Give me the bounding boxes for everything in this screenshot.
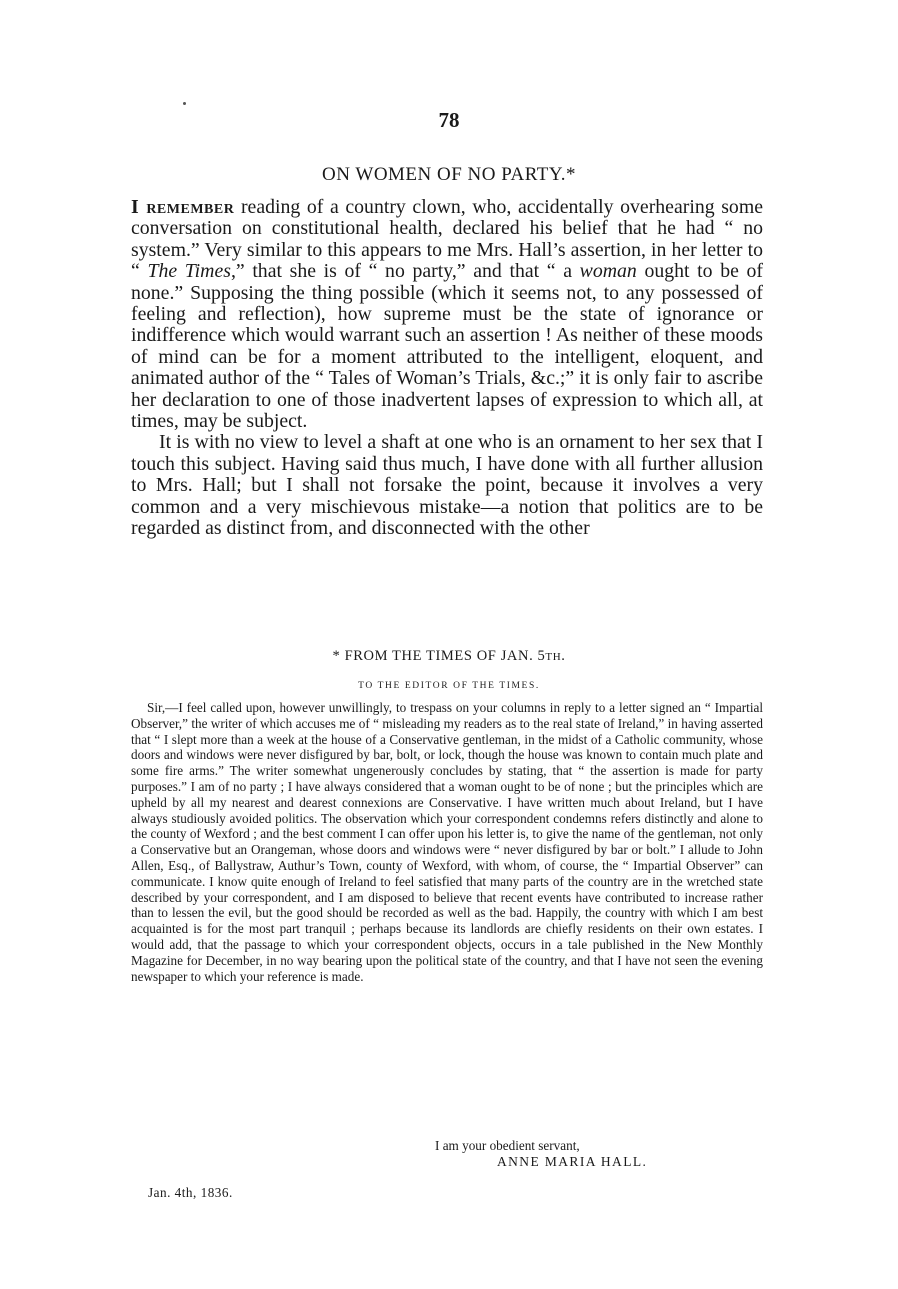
closing-line: I am your obedient servant, [435, 1138, 580, 1153]
times-title: The Times [147, 260, 231, 283]
letter-closing [435, 1138, 647, 1169]
footnote-heading-text: * FROM THE TIMES OF JAN. 5 [332, 648, 546, 664]
ink-speck [183, 102, 186, 105]
paragraph-1 [131, 197, 763, 432]
woman-emphasis: woman [579, 260, 637, 283]
signature: ANNE MARIA HALL. [497, 1153, 648, 1169]
article-body [131, 197, 763, 540]
to-editor-line: TO THE EDITOR OF THE TIMES. [358, 681, 540, 691]
paragraph-1-text: ,” that she is of “ no party,” and that “ a [230, 260, 580, 283]
letter-body [131, 700, 763, 984]
footnote-heading [0, 648, 898, 665]
opening-words: I remember [131, 196, 235, 218]
footnote-heading-suffix: TH [545, 651, 562, 663]
letter-paragraph: Sir,—I feel called upon, however unwillingly, to trespass on your columns in reply to a letter signed an “ Impartial Observer,” the writer of which accuses me of “ misleading my readers as to the real state of Ireland,” in having asserted that “ I slept more than a week at the house of a Conservative gentleman, in the midst of a Catholic community, whose doors and windows were never disfigured by bar, bolt, or lock, though the house was known to contain much plate and some fire arms.” The writer somewhat ungenerously concludes by stating, that “ the assertion is made for party purposes.” I am of no party ; I have always considered that a woman ought to be of none ; but the principles which are upheld by all my nearest and dearest connexions are Conservative. I have written much about Ireland, but I have always studiously avoided politics. The observation which your correspondent condemns refers distinctly and alone to the county of Wexford ; and the best comment I can offer upon his letter is, to give the name of the gentleman, not only a Conservative but an Orangeman, whose doors and windows were “ never disfigured by bar or bolt.” I allude to John Allen, Esq., of Ballystraw, Authur’s Town, county of Wexford, with whom, of course, the “ Impartial Observer” can communicate. I know quite enough of Ireland to feel satisfied that many parts of the country are in the wretched state described by your correspondent, and I am disposed to believe that recent events have contributed to increase rather than to lessen the evil, but the good should be recorded as well as the bad. Happily, the country with which I am best acquainted is for the most part tranquil ; perhaps because its landlords are chiefly residents on their own estates. I would add, that the passage to which your correspondent objects, occurs in a tale published in the New Monthly Magazine for December, in no way bearing upon the political state of the country, and that I have not seen the evening newspaper to which your reference is made. [131, 700, 763, 984]
paragraph-1-text: ought to be of none.” Supposing the thing possible (which it seems not, to any possessed of feeling and reflection), how supreme must be the state of ignorance or indifference which would warrant such an assertion ! As neither of these moods of mind can be for a moment attributed to the intelligent, eloquent, and animated author of the “ Tales of Woman’s Trials, &c.;” it is only fair to ascribe her declaration to one of those inadvertent lapses of expression to which all, at times, may be subject. [131, 260, 764, 433]
paragraph-2: It is with no view to level a shaft at one who is an ornament to her sex that I touch this subject. Having said thus much, I have done with all further allusion to Mrs. Hall; but I shall not forsake the point, because it involves a very common and a very mischievous mistake—a notion that politics are to be regarded as distinct from, and disconnected with the other [131, 431, 763, 540]
letter-date: Jan. 4th, 1836. [148, 1185, 233, 1200]
page-number: 78 [438, 108, 460, 132]
paragraph-1-text: reading of a country clown, who, accidentally overhearing some conversation on constitutional health, declared his belief that he had “ no system.” Very similar to this appears to me Mrs. Hall’s assertion, in her letter to “ [131, 196, 763, 283]
page-title: ON WOMEN OF NO PARTY.* [322, 164, 576, 185]
footnote-heading-end: . [561, 648, 566, 664]
